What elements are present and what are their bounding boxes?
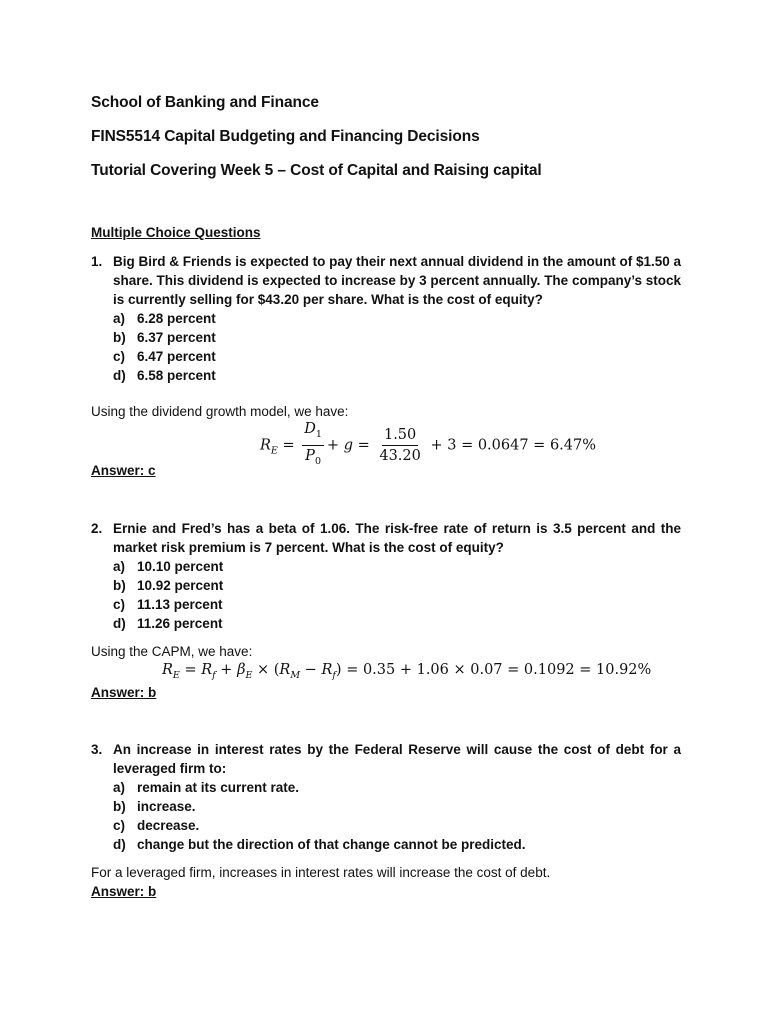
question-3 — [91, 740, 681, 854]
answer-1: Answer: c — [91, 463, 156, 478]
option-b: b) increase. — [113, 799, 196, 814]
option-d: d) 11.26 percent — [113, 616, 223, 631]
tutorial-heading: Tutorial Covering Week 5 – Cost of Capital and Raising capital — [91, 162, 542, 179]
course-heading: FINS5514 Capital Budgeting and Financing Decisions — [91, 128, 480, 145]
option-c: c) 11.13 percent — [113, 597, 223, 612]
option-a: a) 6.28 percent — [113, 311, 216, 326]
question-text: An increase in interest rates by the Federal Reserve will cause the cost of debt for a leveraged firm to: — [113, 742, 681, 776]
option-b: b) 10.92 percent — [113, 578, 224, 593]
option-c: c) 6.47 percent — [113, 349, 216, 364]
question-number: 2. — [91, 521, 103, 536]
question-number: 1. — [91, 254, 103, 269]
question-text: Ernie and Fred’s has a beta of 1.06. The risk-free rate of return is 3.5 percent and the market risk premium is 7 percent. What is the cost of equity? — [113, 521, 681, 555]
formula-1: $R_E$ = $\frac{D_1}{P_0}$ + g = $\frac{1.50}{43.20}$ + 3 = 0.0647 = 6.47% — [260, 421, 597, 467]
explanation-3: For a leveraged firm, increases in interest rates will increase the cost of debt. — [91, 865, 551, 880]
option-d: d) change but the direction of that change cannot be predicted. — [113, 837, 526, 852]
explanation-1: Using the dividend growth model, we have: — [91, 404, 349, 419]
question-number: 3. — [91, 742, 103, 757]
question-text: Big Bird & Friends is expected to pay their next annual dividend in the amount of $1.50 a share. This dividend is expected to increase by 3 percent annually. The company’s stock is currently selling for $43.20 per share. What is the cost of equity? — [113, 254, 681, 307]
option-a: a) 10.10 percent — [113, 559, 224, 574]
answer-2: Answer: b — [91, 685, 157, 700]
question-2 — [91, 519, 681, 633]
option-b: b) 6.37 percent — [113, 330, 216, 345]
section-title: Multiple Choice Questions — [91, 225, 261, 240]
formula-2: $R_E = R_f + \beta_E \times (R_M - R_f) = 0.35 + 1.06 \times 0.07 = 0.1092 = 10.92\%$ — [162, 662, 652, 681]
option-a: a) remain at its current rate. — [113, 780, 300, 795]
explanation-2: Using the CAPM, we have: — [91, 644, 253, 659]
option-c: c) decrease. — [113, 818, 200, 833]
school-heading: School of Banking and Finance — [91, 94, 319, 111]
question-1 — [91, 252, 681, 385]
answer-3: Answer: b — [91, 884, 157, 899]
option-d: d) 6.58 percent — [113, 368, 216, 383]
